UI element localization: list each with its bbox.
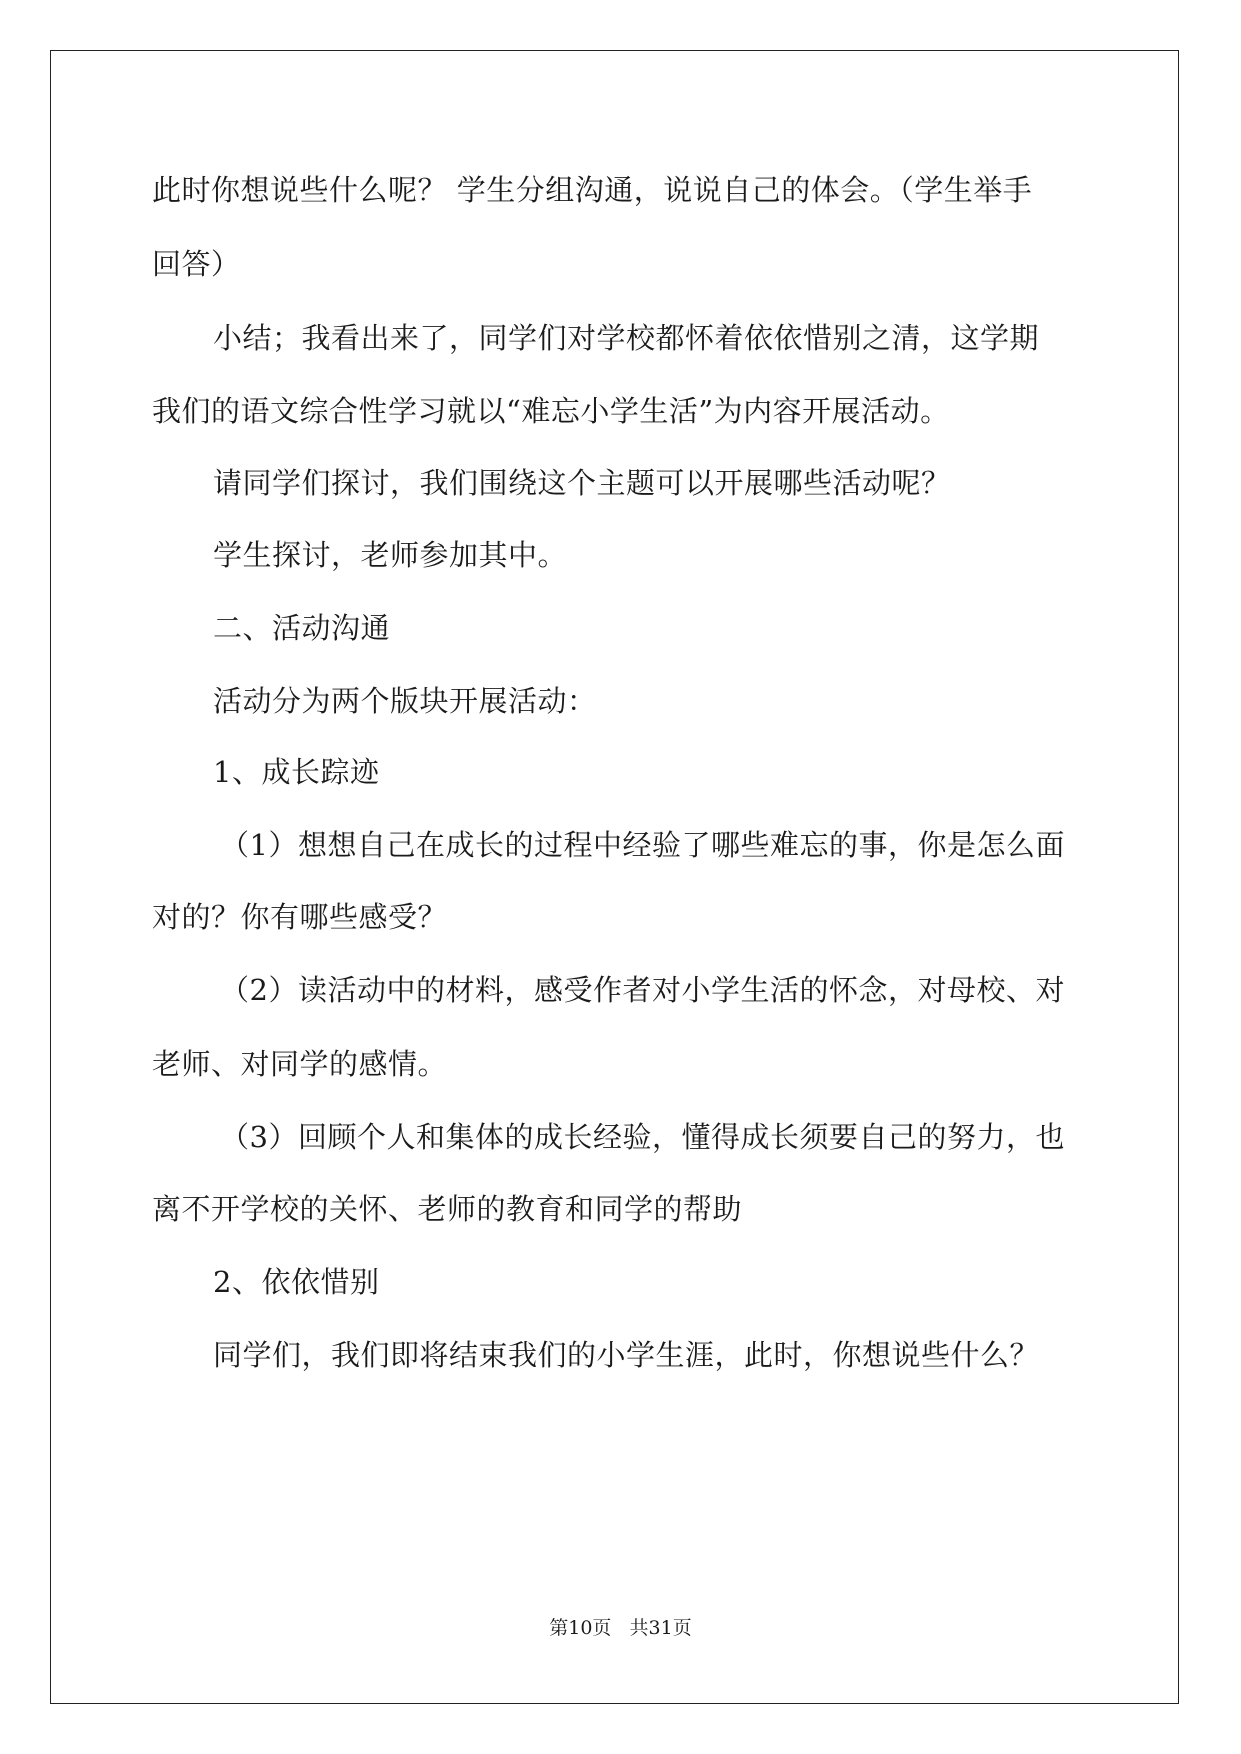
- text-line: （2）读活动中的材料，感受作者对小学生活的怀念，对母校、对: [220, 973, 1065, 1007]
- page-number-footer: 第10页 共31页: [549, 1617, 692, 1639]
- text-line: 老师、对同学的感情。: [152, 1047, 448, 1081]
- section-heading: 二、活动沟通: [213, 611, 391, 645]
- text-line: （3）回顾个人和集体的成长经验，懂得成长须要自己的努力，也: [220, 1120, 1065, 1154]
- page-border: [50, 50, 1179, 1704]
- text-line: 离不开学校的关怀、老师的教育和同学的帮助: [152, 1192, 743, 1226]
- text-line: 回答）: [152, 247, 241, 281]
- text-line: 请同学们探讨，我们围绕这个主题可以开展哪些活动呢？: [213, 466, 951, 500]
- text-line: 活动分为两个版块开展活动：: [213, 684, 597, 718]
- subsection-heading: 2、依依惜别: [213, 1265, 380, 1299]
- text-line: 小结；我看出来了，同学们对学校都怀着依依惜别之清，这学期: [213, 321, 1040, 355]
- text-line: 此时你想说些什么呢？ 学生分组沟通，说说自己的体会。（学生举手: [152, 173, 1033, 207]
- text-line: 对的？你有哪些感受？: [152, 900, 448, 934]
- text-line: （1）想想自己在成长的过程中经验了哪些难忘的事，你是怎么面: [220, 828, 1065, 862]
- text-line: 学生探讨，老师参加其中。: [213, 538, 568, 572]
- text-line: 我们的语文综合性学习就以“难忘小学生活”为内容开展活动。: [152, 394, 950, 428]
- text-line: 同学们，我们即将结束我们的小学生涯，此时，你想说些什么？: [213, 1338, 1040, 1372]
- subsection-heading: 1、成长踪迹: [213, 755, 380, 789]
